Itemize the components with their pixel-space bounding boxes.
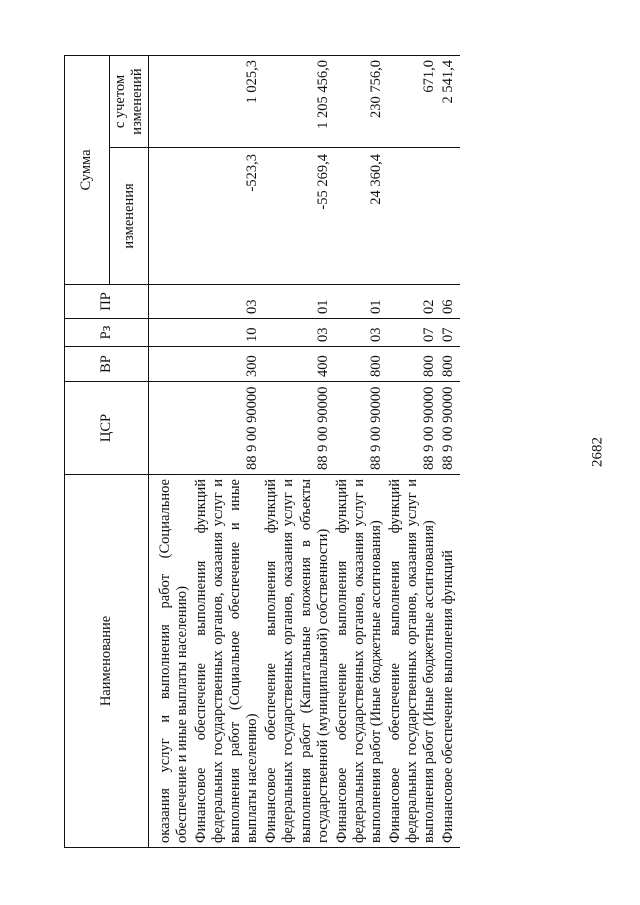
row-pr: 06: [440, 285, 459, 319]
budget-table-landscape: [64, 56, 580, 848]
table-row: [263, 56, 333, 848]
row-name: Финансовое обеспечение выполнения функций федеральных государственных органов, оказания услуг и выполнения работ (Иные бюджетные ассигнования): [334, 475, 387, 848]
header-sum: Сумма: [65, 56, 110, 285]
header-pr: ПР: [65, 285, 149, 319]
row-rz: 03: [334, 319, 387, 347]
row-csr: 88 9 00 90000: [334, 382, 387, 475]
row-name: оказания услуг и выполнения работ (Социальное обеспечение и иные выплаты населению): [157, 475, 193, 848]
row-vr: [157, 347, 193, 382]
row-with-change: 2 541,4: [440, 56, 459, 148]
table-body: [149, 56, 460, 848]
table-row: [157, 56, 193, 848]
row-csr: [157, 382, 193, 475]
header-with-change: с учетом изменений: [110, 56, 149, 148]
row-with-change: 1 205 456,0: [263, 56, 333, 148]
row-vr: 800: [440, 347, 459, 382]
table-row: [334, 56, 387, 848]
row-with-change: 230 756,0: [334, 56, 387, 148]
row-change: -523,3: [193, 148, 263, 285]
row-name: Финансовое обеспечение выполнения функций федеральных государственных органов, оказания услуг и выполнения работ (Иные бюджетные ассигнования): [387, 475, 440, 848]
row-csr: 88 9 00 90000: [440, 382, 459, 475]
budget-table: [64, 55, 460, 848]
header-name: Наименование: [65, 475, 149, 848]
row-vr: 300: [193, 347, 263, 382]
row-csr: 88 9 00 90000: [193, 382, 263, 475]
row-change: 24 360,4: [334, 148, 387, 285]
row-rz: 03: [263, 319, 333, 347]
row-rz: [157, 319, 193, 347]
row-vr: 800: [334, 347, 387, 382]
row-rz: 07: [440, 319, 459, 347]
page-number: 2682: [589, 437, 606, 467]
row-with-change: 1 025,3: [193, 56, 263, 148]
header-vr: ВР: [65, 347, 149, 382]
table-row: [440, 56, 459, 848]
table-header: [65, 56, 149, 848]
row-csr: 88 9 00 90000: [263, 382, 333, 475]
row-name: Финансовое обеспечение выполнения функций: [440, 475, 459, 848]
row-name: Финансовое обеспечение выполнения функций федеральных государственных органов, оказания услуг и выполнения работ (Капитальные вложения в объекты государственной (муниципальной) собственности): [263, 475, 333, 848]
row-csr: 88 9 00 90000: [387, 382, 440, 475]
row-rz: 10: [193, 319, 263, 347]
row-change: [387, 148, 440, 285]
row-pr: [157, 285, 193, 319]
row-pr: 03: [193, 285, 263, 319]
row-change: [440, 148, 459, 285]
row-change: -55 269,4: [263, 148, 333, 285]
table-row: [193, 56, 263, 848]
table-row: [387, 56, 440, 848]
row-pr: 01: [334, 285, 387, 319]
row-pr: 02: [387, 285, 440, 319]
row-with-change: 671,0: [387, 56, 440, 148]
row-vr: 800: [387, 347, 440, 382]
row-vr: 400: [263, 347, 333, 382]
row-change: [157, 148, 193, 285]
row-pr: 01: [263, 285, 333, 319]
header-csr: ЦСР: [65, 382, 149, 475]
row-name: Финансовое обеспечение выполнения функций федеральных государственных органов, оказания услуг и выполнения работ (Социальное обеспечение и иные выплаты населению): [193, 475, 263, 848]
header-change: изменения: [110, 148, 149, 285]
row-rz: 07: [387, 319, 440, 347]
header-rz: Рз: [65, 319, 149, 347]
row-with-change: [157, 56, 193, 148]
